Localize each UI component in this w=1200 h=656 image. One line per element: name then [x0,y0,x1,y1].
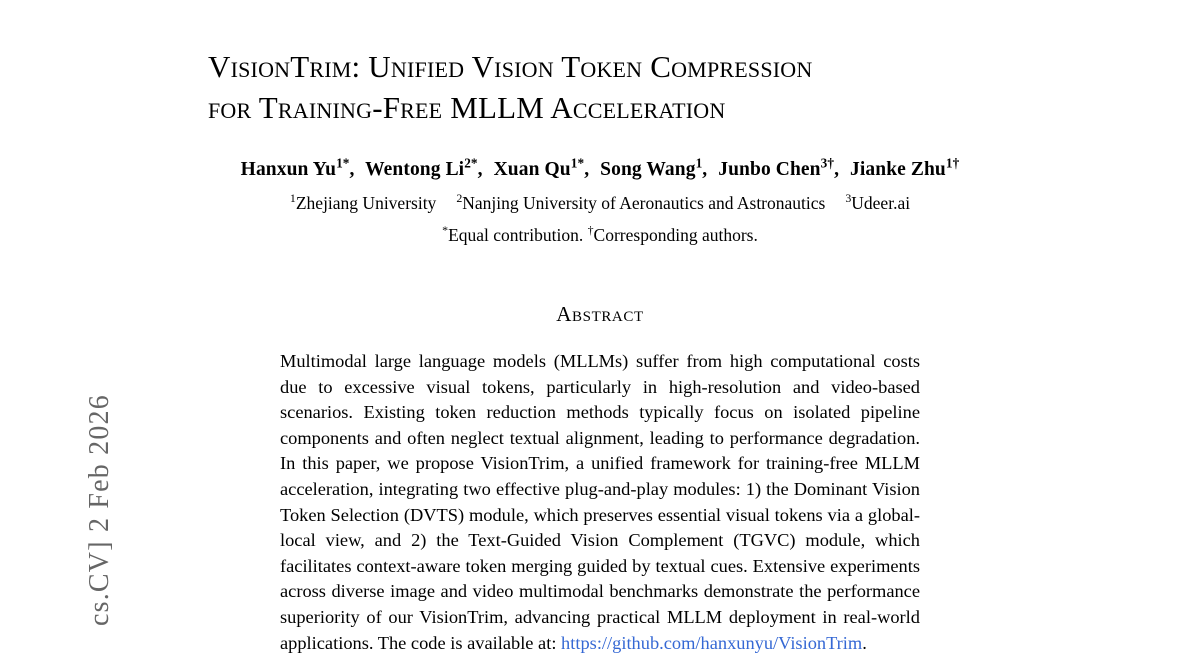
equal-contribution-text: Equal contribution. [448,225,584,245]
paper-content [208,0,992,656]
author-entry: Junbo Chen$^{3\dagger}$, [718,155,840,180]
corresponding-author-text: Corresponding authors. [593,225,758,245]
page-title [208,0,992,128]
affiliation-name: Udeer.ai [851,193,911,213]
author-name: Xuan Qu [493,159,571,180]
corresponding-author-marker: † [587,223,594,238]
title-line-2: for Training-Free MLLM Acceleration [208,90,726,125]
author-entry [850,155,960,180]
affiliation-marker: 1 [289,191,296,206]
author-entry: Hanxun $Yu^{1*}$, [240,155,355,180]
affiliation-name: Nanjing University of Aeronautics and Astronautics [462,193,826,213]
title-line-1: VisionTrim: Unified Vision Token Compression [208,49,813,84]
author-entry: Wentong $Li^{2*}$, [365,155,483,180]
author-affiliation-marker: 3† [820,155,835,171]
author-name: Junbo Chen [718,159,821,180]
affiliation-marker: 2 [456,191,463,206]
author-affiliation-marker: 1 [695,155,703,171]
abstract-heading: Abstract [556,302,644,326]
author-list [208,155,992,181]
author-entry: Xuan $Qu^{1*}$, [493,155,590,180]
abstract-body [280,349,920,656]
author-affiliation-marker: 2* [464,155,478,171]
author-entry: Song Wang$^1$, [600,155,708,180]
equal-contribution-marker: * [442,223,449,238]
affiliation-name: Zhejiang University [295,193,437,213]
affiliation-marker: 3 [845,191,852,206]
affiliation-entry [845,193,910,213]
affiliation-list [208,193,992,214]
code-repository-link[interactable]: https://github.com/hanxunyu/VisionTrim [561,632,863,653]
author-affiliation-marker: 1* [570,155,585,171]
affiliation-entry [290,193,436,213]
author-affiliation-marker: 1† [945,155,960,171]
affiliation-entry [456,193,825,213]
arxiv-stamp [0,0,115,648]
author-affiliation-marker: 1* [336,155,350,171]
author-footnote [208,225,992,246]
author-name: Hanxun Yu [240,159,337,180]
abstract-tail: . [862,632,867,653]
author-name: Jianke Zhu [850,159,946,180]
author-name: Song Wang [600,159,696,180]
abstract-text: Multimodal large language models (MLLMs) suffer from high computational costs due to excessive visual tokens, particularly in high-resolution and video-based scenarios. Existing token reduction methods typically focus on isolated pipeline components and often neglect textual alignment, leading to performance degradation. In this paper, we propose VisionTrim, a unified framework for training-free MLLM acceleration, integrating two effective plug-and-play modules: 1) the Dominant Vision Token Selection (DVTS) module, which preserves essential visual tokens via a global-local view, and 2) the Text-Guided Vision Complement (TGVC) module, which facilitates context-aware token merging guided by textual cues. Extensive experiments across diverse image and video multimodal benchmarks demonstrate the performance superiority of our VisionTrim, advancing practical MLLM deployment in real-world applications. The code is available at: [280,351,920,653]
author-name: Wentong Li [365,159,465,180]
arxiv-stamp-text: cs.CV] 2 Feb 2026 [84,394,115,626]
